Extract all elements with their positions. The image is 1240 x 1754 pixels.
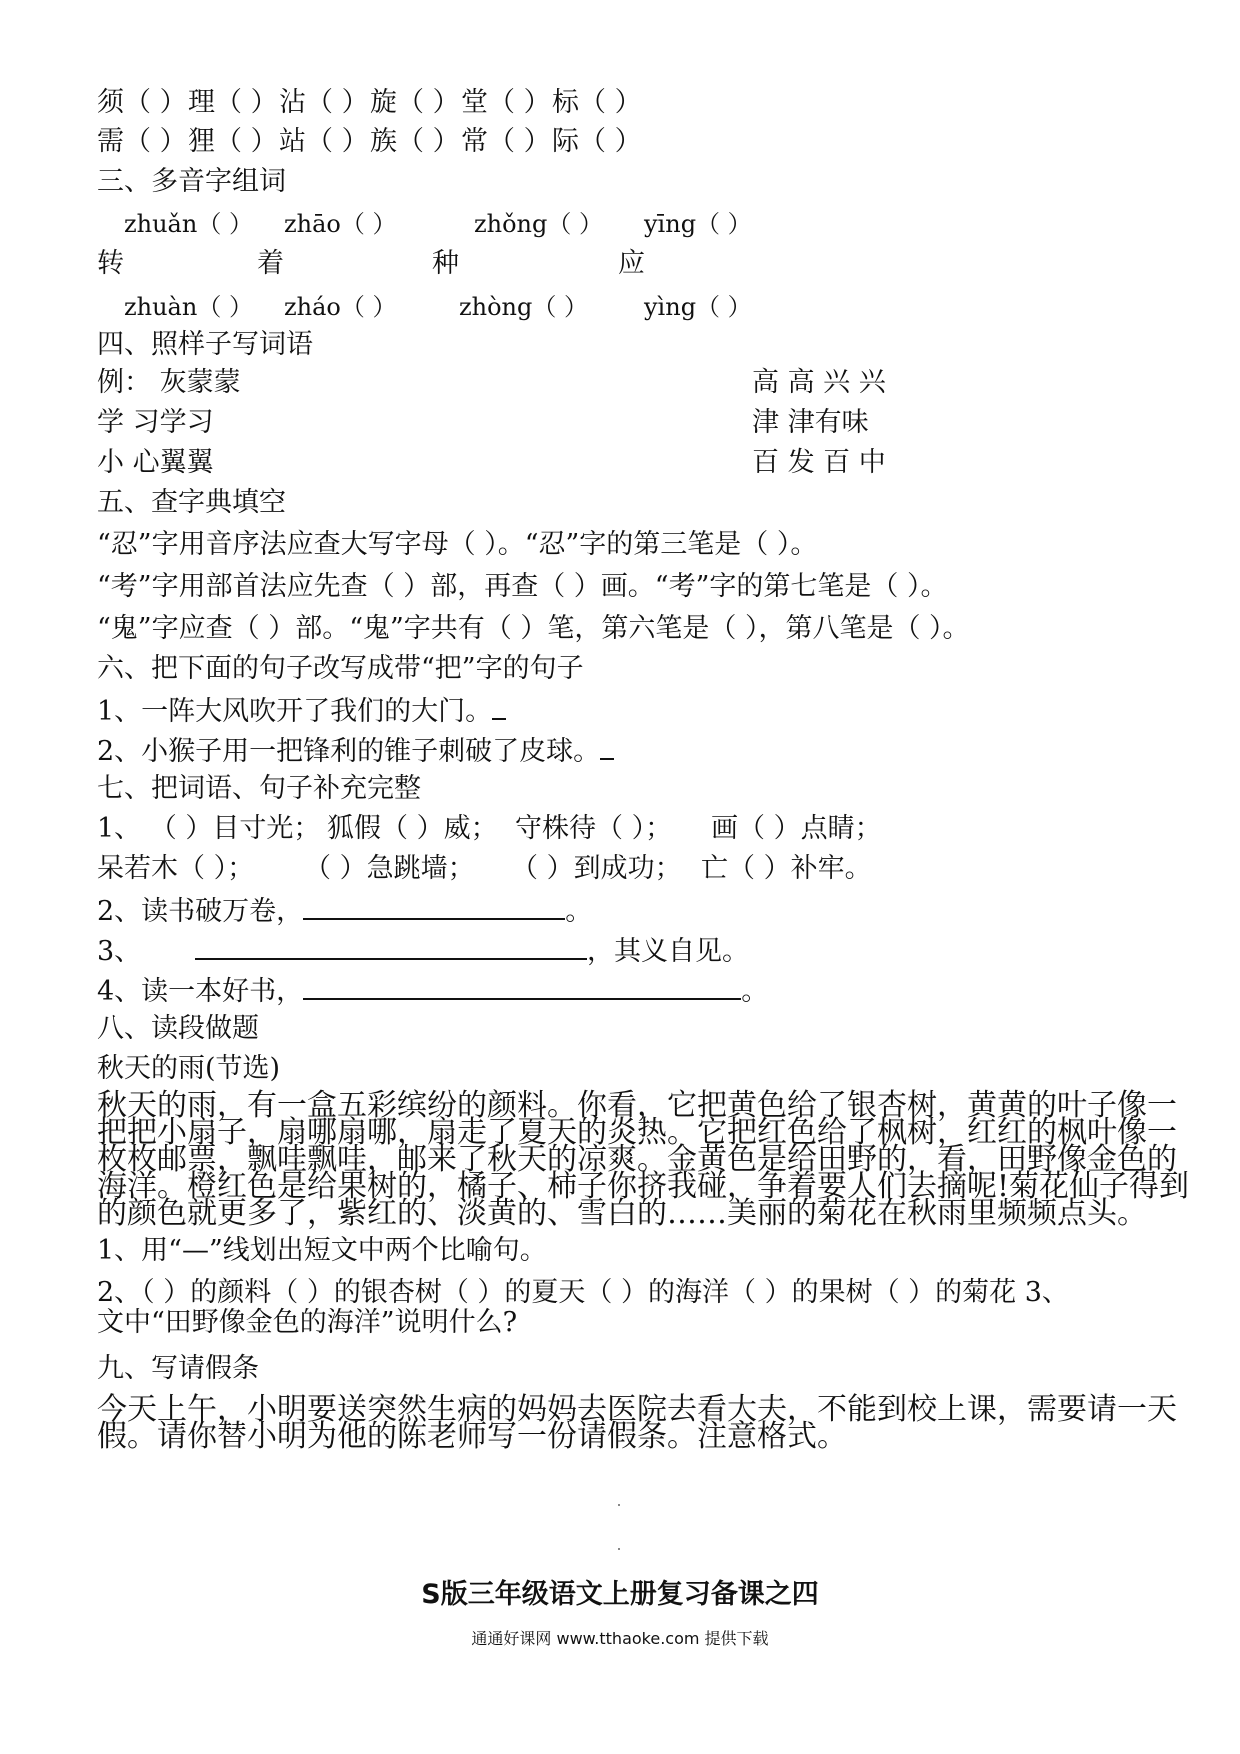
answer-blank[interactable] — [600, 732, 614, 760]
pinyin-item: zhuǎn（ ） — [124, 210, 253, 238]
char-item: 堂（ ） — [461, 87, 551, 118]
sentence-suffix: 。 — [565, 896, 593, 927]
idiom-item: 亡（ ）补牢。 — [701, 853, 872, 884]
char-item: 需（ ） — [97, 126, 187, 157]
pinyin-item: zháo（ ） — [284, 293, 397, 321]
word-right: 津 津有味 — [752, 407, 869, 438]
polyphone-char: 着 — [257, 248, 284, 279]
sentence-text: 1、一阵大风吹开了我们的大门。 — [97, 696, 493, 727]
char-row-1 — [97, 86, 643, 120]
word-left: 小 心翼翼 — [97, 447, 214, 478]
passage-title: 秋天的雨(节选) — [97, 1053, 281, 1084]
passage-line: 枚枚邮票，飘哇飘哇，邮来了秋天的凉爽。金黄色是给田野的，看，田野像金色的 — [97, 1142, 1177, 1177]
rewrite-sentence — [97, 732, 614, 769]
idiom-row-2 — [97, 852, 872, 886]
section-8-title: 八、读段做题 — [97, 1013, 259, 1044]
divider-dot — [618, 1548, 620, 1550]
idiom-row-1 — [97, 812, 882, 846]
idiom-item: （ ）急跳墙； — [304, 853, 475, 884]
answer-blank[interactable] — [195, 932, 587, 960]
footer-title: S版三年级语文上册复习备课之四 — [421, 1579, 819, 1610]
idiom-item: 画（ ）点睛； — [711, 813, 882, 844]
idiom-item: 狐假（ ）威； — [327, 813, 498, 844]
sentence-prefix: 4、读一本好书， — [97, 976, 304, 1007]
fill-sentence-3 — [97, 932, 749, 969]
passage-line: 的颜色就更多了，紫红的、淡黄的、雪白的……美丽的菊花在秋雨里频频点头。 — [97, 1196, 1147, 1231]
char-row-2 — [97, 125, 643, 159]
passage — [97, 1088, 1190, 1231]
idiom-item: 1、 （ ）目寸光； — [97, 813, 321, 844]
polyphone-chars — [97, 247, 645, 281]
char-item: 理（ ） — [188, 87, 278, 118]
answer-blank[interactable] — [303, 892, 565, 920]
answer-blank[interactable] — [303, 972, 741, 1000]
question-2-line: 2、（ ）的颜料（ ）的银杏树（ ）的夏天（ ）的海洋（ ）的果树（ ）的菊花 3、 — [97, 1277, 1069, 1308]
question-1: 1、用“—”线划出短文中两个比喻句。 — [97, 1235, 547, 1266]
pinyin-row-top — [124, 207, 752, 241]
section-6-title: 六、把下面的句子改写成带“把”字的句子 — [97, 653, 584, 684]
sentence-prefix: 3、 — [97, 936, 142, 967]
char-item: 沾（ ） — [279, 87, 369, 118]
pinyin-item: zhǒng（ ） — [474, 210, 603, 238]
word-right: 百 发 百 中 — [752, 447, 886, 478]
section-4-title: 四、照样子写词语 — [97, 329, 313, 360]
example-left: 例： 灰蒙蒙 — [97, 367, 241, 398]
dictionary-line: “忍”字用音序法应查大写字母（ ）。“忍”字的第三笔是（ ）。 — [97, 529, 818, 560]
divider-dot — [618, 1504, 620, 1506]
idiom-item: 守株待（ ）； — [515, 813, 673, 844]
char-item: 须（ ） — [97, 87, 187, 118]
char-item: 际（ ） — [552, 126, 642, 157]
pinyin-item: zhāo（ ） — [284, 210, 397, 238]
rewrite-sentence — [97, 692, 506, 729]
section-9-title: 九、写请假条 — [97, 1353, 259, 1384]
pinyin-item: zhòng（ ） — [459, 293, 588, 321]
sentence-text: 2、小猴子用一把锋利的锥子刺破了皮球。 — [97, 736, 601, 767]
question-2 — [97, 1278, 1147, 1338]
leave-note-prompt — [97, 1392, 1177, 1454]
pinyin-item: zhuàn（ ） — [124, 293, 253, 321]
char-item: 旋（ ） — [370, 87, 460, 118]
word-left: 学 习学习 — [97, 407, 214, 438]
section-7-title: 七、把词语、句子补充完整 — [97, 773, 421, 804]
char-item: 狸（ ） — [188, 126, 278, 157]
fill-sentence-4 — [97, 972, 768, 1009]
polyphone-char: 种 — [432, 248, 459, 279]
polyphone-char: 转 — [97, 248, 124, 279]
pinyin-row-bottom — [124, 290, 752, 324]
footer-source: 通通好课网 www.tthaoke.com 提供下载 — [471, 1629, 769, 1648]
pinyin-item: yīng（ ） — [644, 210, 752, 238]
char-item: 族（ ） — [370, 126, 460, 157]
pinyin-item: yìng（ ） — [644, 293, 752, 321]
section-3-title: 三、多音字组词 — [97, 166, 286, 197]
prompt-line: 今天上午，小明要送突然生病的妈妈去医院去看大夫，不能到校上课，需要请一天 — [97, 1392, 1177, 1427]
sentence-prefix: 2、读书破万卷， — [97, 896, 304, 927]
char-item: 标（ ） — [552, 87, 642, 118]
passage-line: 海洋。橙红色是给果树的，橘子、柿子你挤我碰，争着要人们去摘呢!菊花仙子得到 — [97, 1169, 1190, 1204]
sentence-suffix: 。 — [741, 976, 769, 1007]
char-item: 常（ ） — [461, 126, 551, 157]
prompt-line: 假。请你替小明为他的陈老师写一份请假条。注意格式。 — [97, 1419, 847, 1454]
fill-sentence-2 — [97, 892, 592, 929]
section-5-title: 五、查字典填空 — [97, 487, 286, 518]
passage-line: 把把小扇子，扇哪扇哪，扇走了夏天的炎热。它把红色给了枫树，红红的枫叶像一 — [97, 1115, 1177, 1150]
question-3-line: 文中“田野像金色的海洋”说明什么? — [97, 1307, 518, 1338]
example-right: 高 高 兴 兴 — [752, 367, 886, 398]
passage-line: 秋天的雨，有一盒五彩缤纷的颜料。你看，它把黄色给了银杏树，黄黄的叶子像一 — [97, 1088, 1177, 1123]
dictionary-line: “考”字用部首法应先查（ ）部，再查（ ）画。“考”字的第七笔是（ ）。 — [97, 571, 948, 602]
answer-blank[interactable] — [492, 692, 506, 720]
idiom-item: （ ）到成功； — [511, 853, 682, 884]
sentence-suffix: ，其义自见。 — [587, 936, 749, 967]
char-item: 站（ ） — [279, 126, 369, 157]
dictionary-line: “鬼”字应查（ ）部。“鬼”字共有（ ）笔，第六笔是（ ），第八笔是（ ）。 — [97, 613, 970, 644]
idiom-item: 呆若木（ ）； — [97, 853, 255, 884]
polyphone-char: 应 — [618, 248, 645, 279]
